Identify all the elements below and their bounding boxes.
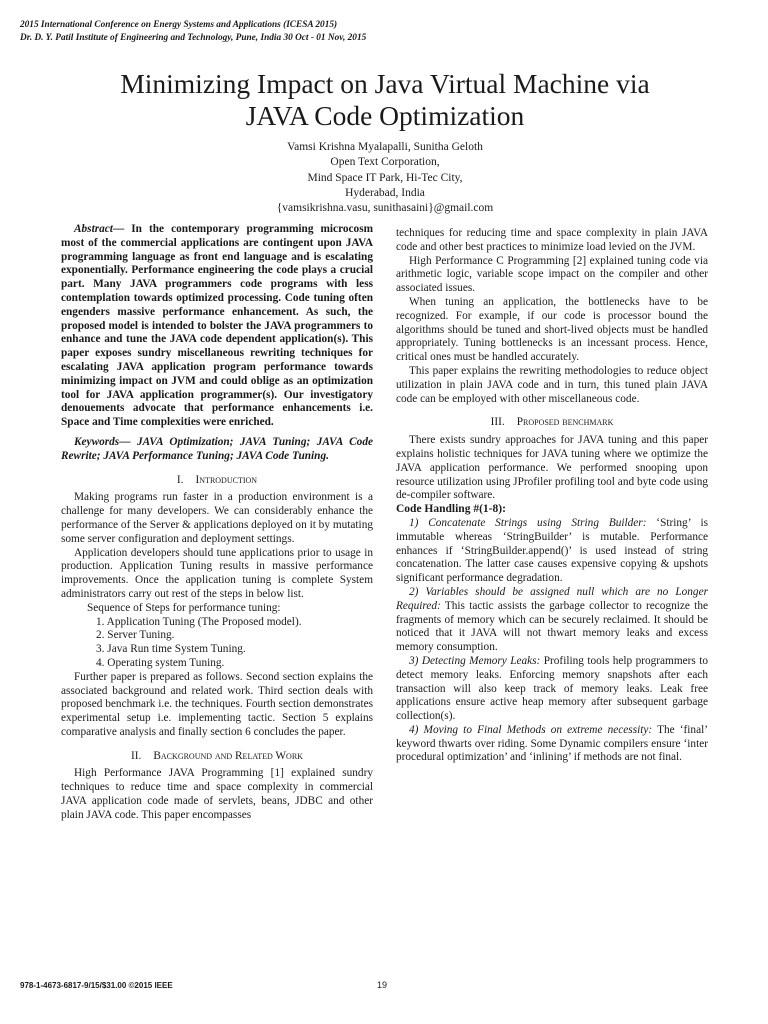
code-item-label: 3) Detecting Memory Leaks: bbox=[409, 654, 541, 667]
affiliation-line-3: Hyderabad, India bbox=[345, 186, 425, 199]
section-heading-introduction bbox=[61, 474, 373, 488]
intro-paragraph-1: Making programs run faster in a production environment is a challenge for many developers. We can considerably enhance the performance of the Server & applications deployed on it by mutating some server configuration and deployment settings. bbox=[61, 491, 373, 545]
conference-line-2: Dr. D. Y. Patil Institute of Engineering and Technology, Pune, India 30 Oct - 01 Nov, 2015 bbox=[20, 32, 367, 43]
list-item: 1. Application Tuning (The Proposed model). bbox=[96, 615, 302, 628]
right-column bbox=[396, 227, 708, 765]
section-heading-benchmark bbox=[396, 416, 708, 430]
code-item-text: The ‘final’ keyword thwarts over riding. Some Dynamic compilers ensure ‘inter procedural optimization’ and ‘inlining’ if methods are not final. bbox=[396, 723, 708, 764]
affiliation-line-1: Open Text Corporation, bbox=[330, 156, 440, 169]
code-item-1 bbox=[396, 517, 708, 586]
steps-list bbox=[61, 616, 373, 671]
code-item-text: ‘String’ is immutable whereas ‘StringBuilder’ is mutable. Performance enhances if ‘StringBuilder.append()’ is used instead of string concatenation. The latter case causes expensive copying & upshots significant performance degradation. bbox=[396, 516, 708, 585]
background-paragraph-1: High Performance JAVA Programming [1] explained sundry techniques to reduce time and space complexity in commercial JAVA application code made of servlets, beans, JDBC and other plain JAVA code. This paper encompasses bbox=[61, 767, 373, 821]
code-handling-heading: Code Handling #(1-8): bbox=[396, 503, 506, 516]
list-item: 3. Java Run time System Tuning. bbox=[96, 643, 246, 656]
page-number: 19 bbox=[377, 980, 388, 990]
background-paragraph-4: This paper explains the rewriting methodologies to reduce object utilization in plain JAVA code and in turn, this tuned plain JAVA code can be employed with other miscellaneous code. bbox=[396, 364, 708, 405]
author-block bbox=[100, 140, 670, 216]
conference-line-1: 2015 International Conference on Energy Systems and Applications (ICESA 2015) bbox=[20, 20, 338, 30]
section-number: III. bbox=[490, 416, 505, 429]
background-paragraph-1-continued: techniques for reducing time and space complexity in plain JAVA code and other best practices to minimize load levied on the JVM. bbox=[396, 227, 708, 253]
affiliation-line-2: Mind Space IT Park, Hi-Tec City, bbox=[307, 171, 463, 184]
code-item-4 bbox=[396, 724, 708, 765]
code-item-label: 4) Moving to Final Methods on extreme necessity: bbox=[409, 723, 653, 736]
author-email: {vamsikrishna.vasu, sunithasaini}@gmail.com bbox=[276, 202, 494, 215]
code-item-label: 2) Variables should be assigned null which are no Longer Required: bbox=[396, 585, 708, 612]
paper-title bbox=[40, 68, 730, 132]
conference-header bbox=[20, 19, 366, 44]
left-column bbox=[61, 223, 373, 823]
keywords: Keywords— JAVA Optimization; JAVA Tuning; JAVA Code Rewrite; JAVA Performance Tuning; JAVA Code Tuning. bbox=[61, 435, 373, 462]
title-line-1: Minimizing Impact on Java Virtual Machine via bbox=[120, 68, 650, 99]
code-item-text: This tactic assists the garbage collector to recognize the fragments of memory which can be securely reclaimed. It should be noticed that it JAVA will not thwart memory leaks and excess memory consumption. bbox=[396, 599, 708, 654]
list-item: 2. Server Tuning. bbox=[96, 629, 175, 642]
section-number: II. bbox=[131, 749, 142, 762]
steps-title: Sequence of Steps for performance tuning: bbox=[87, 601, 281, 614]
section-heading-background bbox=[61, 750, 373, 764]
author-names: Vamsi Krishna Myalapalli, Sunitha Geloth bbox=[287, 141, 483, 153]
abstract bbox=[61, 223, 373, 430]
title-line-2: JAVA Code Optimization bbox=[245, 100, 525, 131]
intro-paragraph-3: Further paper is prepared as follows. Second section explains the associated background and related work. Third section deals with proposed benchmark i.e. the techniques. Fourth section demonstrates experimental setup i.e. implementing tactic. Section 5 explains comparative analysis and finally section 6 concludes the paper. bbox=[61, 670, 373, 738]
intro-paragraph-2: Application developers should tune applications prior to usage in production. Application Tuning results in massive performance improvements. Once the application tuning is complete System administrators carry out rest of the steps in below list. bbox=[61, 546, 373, 600]
list-item: 4. Operating system Tuning. bbox=[96, 656, 225, 669]
background-paragraph-3: When tuning an application, the bottlenecks have to be recognized. For example, if our code is processor bound the algorithms should be tuned and short-lived objects must be handled appropriately. Tuning bottlenecks is an incessant process. Hence, critical ones must be handled accurately. bbox=[396, 295, 708, 364]
code-item-label: 1) Concatenate Strings using String Builder: bbox=[409, 516, 647, 529]
code-item-2 bbox=[396, 586, 708, 655]
background-paragraph-2: High Performance C Programming [2] explained tuning code via arithmetic logic, variable scope impact on the compiler and other associated issues. bbox=[396, 254, 708, 295]
section-title: Proposed benchmark bbox=[516, 416, 614, 429]
footer-isbn: 978-1-4673-6817-9/15/$31.00 ©2015 IEEE bbox=[20, 981, 173, 990]
code-item-3 bbox=[396, 655, 708, 724]
abstract-dash: — bbox=[112, 223, 132, 235]
section-title: Introduction bbox=[195, 473, 258, 486]
code-item-text: Profiling tools help programmers to detect memory leaks. Enforcing memory snapshots after each transaction will also keep track of memory leaks. Leak free applications ensure active heap memory after subsequent garbage collection(s). bbox=[396, 654, 708, 723]
section-title: Background and Related Work bbox=[153, 749, 303, 762]
abstract-label: Abstract bbox=[74, 223, 113, 235]
section-number: I. bbox=[176, 473, 184, 486]
benchmark-paragraph-1: There exists sundry approaches for JAVA tuning and this paper explains holistic techniques for JAVA tuning where we optimize the JAVA application performance. We performed snooping upon resource utilization using JProfiler profiling tool and byte code using de-compiler software. bbox=[396, 434, 708, 502]
abstract-text: In the contemporary programming microcosm most of the commercial applications are contingent upon JAVA programming language as front end language and is escalating exponentially. Performance engineering the code plays a crucial part. Many JAVA programmers code programs with less contemplation towards optimized processing. Code tuning often engenders massive performance enhancement. As such, the proposed model is intended to bolster the JAVA programmers to enhance and tune the JAVA code dependent application(s). This paper exposes sundry miscellaneous rewriting techniques for escalating JAVA application program performance towards minimizing impact on JVM and could oblige as an optimization tool for JAVA application programmer(s). Our investigatory denouements advocate that performance enhancements i.e. Space and Time complexities were enriched. bbox=[61, 223, 373, 429]
